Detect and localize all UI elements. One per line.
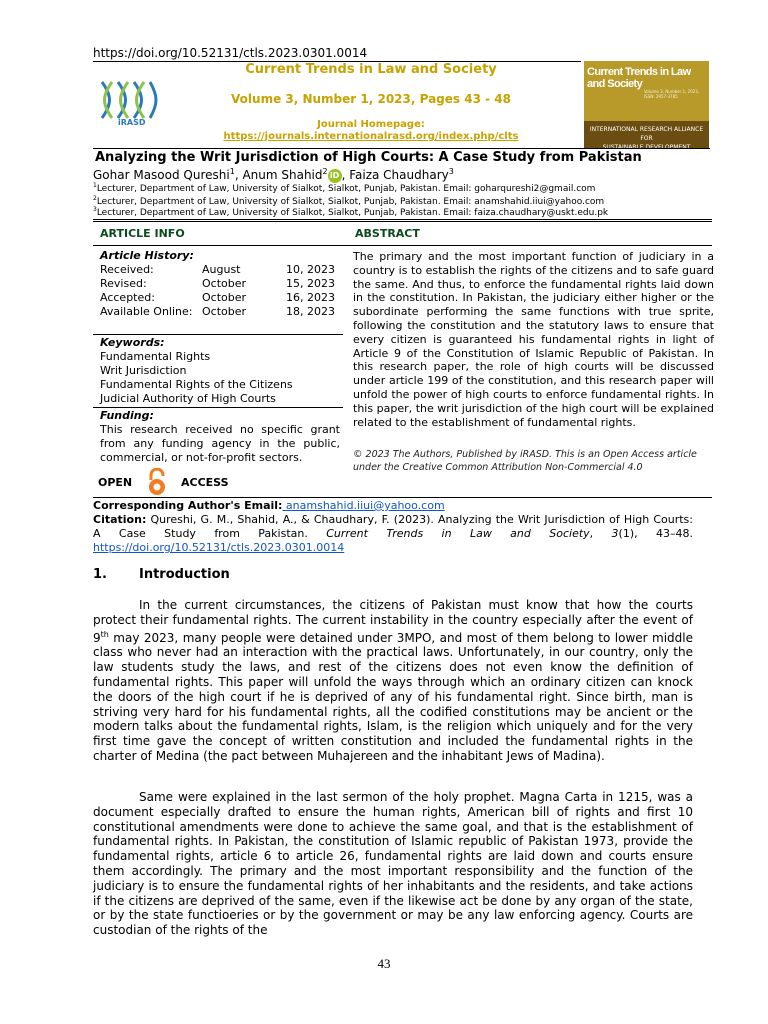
affiliation-2: $^2$Lecturer, Department of Law, University of Sialkot, Sialkot, Punjab, Pakistan. Email: anamshahid.iiui@yahoo.com: [93, 195, 605, 207]
history-label: Article History:: [100, 249, 194, 262]
doi-header[interactable]: https://doi.org/10.52131/ctls.2023.0301.0014: [93, 46, 368, 60]
author-1-sup: 1: [229, 167, 235, 176]
section-title: Introduction: [139, 567, 230, 582]
open-access-left: OPEN: [98, 476, 133, 489]
journal-title: Current Trends in Law and Society: [245, 62, 497, 77]
author-2: , Anum Shahid: [234, 168, 323, 182]
citation-label: Citation:: [93, 513, 147, 526]
keyword-item: Fundamental Rights of the Citizens: [100, 378, 293, 391]
corresponding-label: Corresponding Author's Email:: [93, 499, 283, 512]
keyword-item: Writ Jurisdiction: [100, 364, 187, 377]
info-bottom-rule: [93, 497, 712, 498]
corresponding-author: [93, 499, 445, 512]
article-info-heading: ARTICLE INFO: [100, 227, 185, 240]
author-3: , Faiza Chaudhary: [341, 168, 449, 182]
section-number: 1.: [93, 567, 107, 582]
logo-text: iRASD: [118, 118, 146, 127]
journal-volume: Volume 3, Number 1, 2023, Pages 43 - 48: [231, 92, 511, 106]
history-rule: [93, 334, 343, 335]
open-access-right: ACCESS: [181, 476, 229, 489]
journal-homepage-label: Journal Homepage:: [317, 119, 425, 130]
citation: Citation: Qureshi, G. M., Shahid, A., & Chaudhary, F. (2023). Analyzing the Writ Jurisdiction of High Courts: A Case Study from Pakistan. Current Trends in Law and Society, 3(1), 43–48. https://doi.org/10.52131/ctls.2023.0301.0014: [93, 513, 693, 554]
body-paragraph-1: In the current circumstances, the citizens of Pakistan must know that how the courts protect their fundamental rights. The current instability in the country especially after the event of 9th may 2023, many people were detained under 3MPO, and most of them belong to lower middle class who never had an interaction with the practical laws. Unfortunately, in our country, only the law students study the laws, and rest of the citizens does not even know the definition of fundamental rights. This paper will unfold the ways through which an ordinary citizen can knock the doors of the high court if he is deprived of any of his fundamental right. Since birth, man is striving very hard for his fundamental rights, all the codified constitutions may be ancient or the modern talks about the fundamental rights, Islam, is the religion which uniquely and for the very first time gave the concept of written constitution and included the fundamental rights in the charter of Medina (the pact between Muhajereen and the inhabitant Jews of Madina).: [93, 598, 693, 763]
title-rule: [93, 148, 710, 149]
cover-footer-line-1: INTERNATIONAL RESEARCH ALLIANCE FOR: [589, 126, 704, 142]
cover-footer: [584, 121, 709, 148]
abstract-text: The primary and the most important function of judiciary in a country is to establish the rights of the citizens and to safe guard the same. And thus, to enforce the fundamental rights laid down in the constitution. In Pakistan, the judiciary either higher or the subordinate performing the same functions with true sprite, following the constitution and the statutory laws to ensure that every citizen is guaranteed his fundamental rights in light of Article 9 of the Constitution of Islamic Republic of Pakistan. In this research paper, the role of high courts will be discussed under article 199 of the constitution, and this research paper will unfold the power of high courts to enforce fundamental rights. In this paper, the writ jurisdiction of the high court will be explained related to the establishment of fundamental rights.: [353, 250, 714, 429]
keyword-item: Judicial Authority of High Courts: [100, 392, 276, 405]
open-access-badge: [98, 468, 248, 498]
orcid-icon[interactable]: iD: [328, 169, 342, 183]
author-2-sup: 2: [322, 167, 328, 176]
history-list: [100, 263, 340, 319]
corresponding-email-link[interactable]: anamshahid.iiui@yahoo.com: [282, 499, 445, 512]
history-row: Accepted: October 16, 2023: [100, 291, 335, 304]
keywords-rule: [93, 407, 343, 408]
funding-text: This research received no specific grant from any funding agency in the public, commercial, or not-for-profit sectors.: [100, 423, 340, 464]
body-paragraph-2: Same were explained in the last sermon of the holy prophet. Magna Carta in 1215, was a document especially drafted to ensure the human rights, American bill of rights and first 10 constitutional amendments were done to achieve the same goal, and that is the establishment of fundamental rights. In Pakistan, the constitution of Islamic republic of Pakistan 1973, provide the fundamental rights, article 6 to article 26, fundamental rights are laid down and courts ensure them accordingly. The primary and the most important responsibility and the function of the judiciary is to ensure the fundamental rights of her inhabitants and the residents, and take actions if the citizens are deprived of the same, even if the likewise act be done by any organ of the state, or by the state functioeries or by the government or may be any law enforcing agency. Courts are custodian of the rights of the: [93, 790, 693, 938]
history-row: Revised: October 15, 2023: [100, 277, 335, 290]
keywords-label: Keywords:: [100, 336, 165, 349]
affiliation-3: $^3$Lecturer, Department of Law, University of Sialkot, Sialkot, Punjab, Pakistan. Email: faiza.chaudhary@uskt.edu.pk: [93, 206, 609, 218]
cover-title: Current Trends in Law and Society: [587, 66, 691, 90]
section-heading: [93, 567, 230, 582]
history-row: Available Online: October 18, 2023: [100, 305, 335, 318]
history-row: Received: August 10, 2023: [100, 263, 335, 276]
author-list: [93, 167, 454, 183]
info-header-rule: [93, 245, 712, 246]
info-top-rule: [93, 219, 712, 220]
page-number: 43: [377, 956, 391, 971]
keyword-item: Fundamental Rights: [100, 350, 211, 363]
paper-title: Analyzing the Writ Jurisdiction of High Courts: A Case Study from Pakistan: [95, 150, 642, 165]
copyright-notice: © 2023 The Authors, Published by iRASD. This is an Open Access article under the Creative Common Attribution Non-Commercial 4.0: [353, 449, 697, 473]
affiliation-1: $^1$Lecturer, Department of Law, University of Sialkot, Sialkot, Punjab, Pakistan. Email: goharqureshi2@gmail.com: [93, 182, 596, 194]
info-top-rule-2: [93, 221, 712, 222]
citation-doi-link[interactable]: https://doi.org/10.52131/ctls.2023.0301.0014: [93, 541, 345, 554]
journal-homepage-link[interactable]: https://journals.internationalrasd.org/index.php/clts: [223, 131, 519, 142]
funding-label: Funding:: [100, 409, 154, 422]
cover-small-text: Volume 3, Number 1, 2023, ISSN: 2957-3785: [644, 89, 700, 99]
author-1: Gohar Masood Qureshi: [93, 168, 230, 182]
open-lock-icon: [146, 468, 168, 496]
author-3-sup: 3: [448, 167, 454, 176]
abstract-heading: ABSTRACT: [355, 227, 420, 240]
journal-cover-image: [584, 61, 709, 148]
keywords-list: [100, 350, 293, 406]
